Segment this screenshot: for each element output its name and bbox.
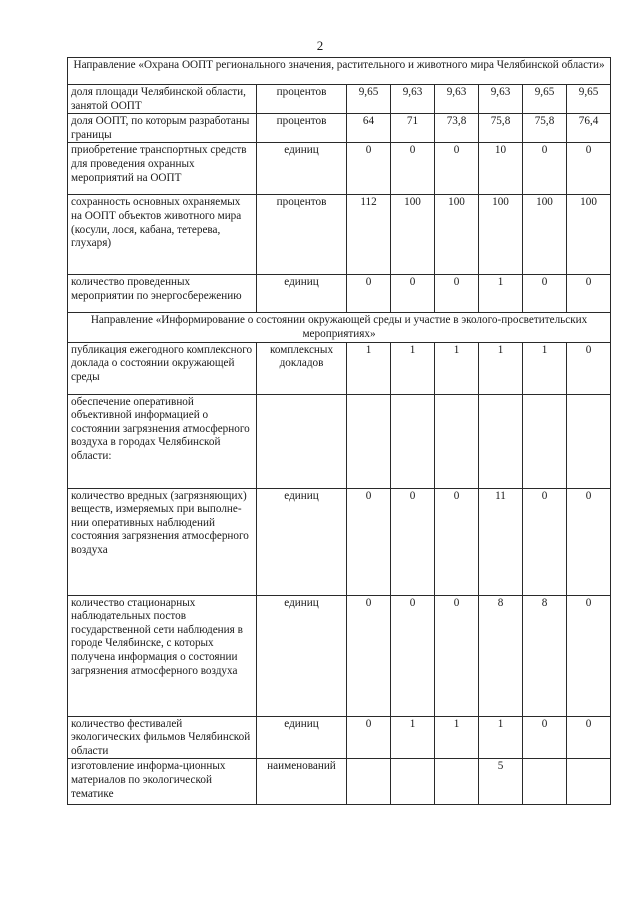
section-header-row — [68, 313, 611, 342]
indicator-value — [391, 759, 435, 805]
indicator-value: 100 — [391, 195, 435, 275]
indicator-value: 9,65 — [567, 85, 611, 114]
indicator-value: 11 — [479, 488, 523, 595]
indicator-value — [435, 759, 479, 805]
section-title: Направление «Информирование о состоянии окружающей среды и участие в эколого-просветительских мероприятиях» — [68, 313, 611, 342]
indicator-value — [347, 394, 391, 488]
indicator-value: 0 — [523, 143, 567, 195]
table-row — [68, 85, 611, 114]
indicator-value: 0 — [435, 143, 479, 195]
table-row — [68, 195, 611, 275]
indicator-value: 0 — [391, 143, 435, 195]
indicator-value: 1 — [347, 342, 391, 394]
section-header-row — [68, 58, 611, 85]
page-number: 2 — [316, 38, 324, 53]
indicator-value: 1 — [391, 342, 435, 394]
indicator-value: 0 — [391, 275, 435, 313]
indicator-unit: единиц — [257, 716, 347, 759]
indicator-value: 0 — [523, 275, 567, 313]
indicator-value: 0 — [391, 595, 435, 716]
indicator-value: 0 — [347, 275, 391, 313]
indicator-unit: единиц — [257, 143, 347, 195]
indicator-value: 0 — [435, 275, 479, 313]
indicator-value: 112 — [347, 195, 391, 275]
indicator-name: изготовление информа-ционных материалов по экологической тематике — [68, 759, 257, 805]
indicator-value: 100 — [479, 195, 523, 275]
indicator-value: 0 — [347, 488, 391, 595]
indicator-value: 0 — [567, 716, 611, 759]
indicator-value: 0 — [435, 595, 479, 716]
table-body — [68, 58, 611, 805]
section-title: Направление «Охрана ООПТ регионального значения, растительного и животного мира Челябинской области» — [68, 58, 611, 85]
table-row — [68, 716, 611, 759]
indicator-value: 0 — [523, 488, 567, 595]
indicator-value — [567, 759, 611, 805]
indicator-value — [479, 394, 523, 488]
indicator-unit: наименований — [257, 759, 347, 805]
indicator-value: 9,63 — [435, 85, 479, 114]
indicator-name: количество вредных (загрязняющих) веществ, измеряемых при выполне-нии оперативных наблюдений состояния загрязнения атмосферного воздуха — [68, 488, 257, 595]
indicators-table — [67, 57, 611, 805]
indicator-unit: процентов — [257, 114, 347, 143]
indicator-unit: единиц — [257, 488, 347, 595]
table-row — [68, 143, 611, 195]
indicator-value: 100 — [567, 195, 611, 275]
indicator-name: количество фестивалей экологических фильмов Челябинской области — [68, 716, 257, 759]
indicator-value: 8 — [479, 595, 523, 716]
indicator-value: 1 — [479, 342, 523, 394]
indicator-value — [391, 394, 435, 488]
indicator-value: 76,4 — [567, 114, 611, 143]
table-row — [68, 275, 611, 313]
indicator-name: сохранность основных охраняемых на ООПТ объектов животного мира (косули, лося, кабана, тетерева, глухаря) — [68, 195, 257, 275]
indicator-value: 100 — [435, 195, 479, 275]
indicator-value — [347, 759, 391, 805]
table-row — [68, 394, 611, 488]
indicator-unit: процентов — [257, 195, 347, 275]
indicator-value: 0 — [347, 716, 391, 759]
indicator-value — [567, 394, 611, 488]
indicator-name: публикация ежегодного комплексного доклада о состоянии окружающей среды — [68, 342, 257, 394]
table-row — [68, 759, 611, 805]
indicator-value: 10 — [479, 143, 523, 195]
indicator-value: 0 — [567, 143, 611, 195]
indicator-name: обеспечение оперативной объективной информацией о состоянии загрязнения атмосферного воздуха в городах Челябинской области: — [68, 394, 257, 488]
indicator-value: 75,8 — [479, 114, 523, 143]
table-row — [68, 595, 611, 716]
table-row — [68, 114, 611, 143]
indicator-value: 0 — [435, 488, 479, 595]
indicator-value: 0 — [567, 595, 611, 716]
indicator-name: доля площади Челябинской области, занятой ООПТ — [68, 85, 257, 114]
indicator-value: 71 — [391, 114, 435, 143]
indicator-value: 0 — [567, 342, 611, 394]
indicator-value: 1 — [479, 275, 523, 313]
indicator-value: 9,63 — [391, 85, 435, 114]
indicator-value: 1 — [435, 716, 479, 759]
indicator-value: 8 — [523, 595, 567, 716]
indicator-value: 0 — [567, 488, 611, 595]
indicator-value: 0 — [391, 488, 435, 595]
indicator-value: 0 — [347, 143, 391, 195]
indicator-value: 5 — [479, 759, 523, 805]
indicator-value — [435, 394, 479, 488]
indicator-value: 9,65 — [523, 85, 567, 114]
indicator-value: 75,8 — [523, 114, 567, 143]
indicator-value: 1 — [523, 342, 567, 394]
indicator-value: 1 — [479, 716, 523, 759]
table-row — [68, 488, 611, 595]
indicator-value: 9,65 — [347, 85, 391, 114]
indicator-name: доля ООПТ, по которым разработаны границы — [68, 114, 257, 143]
indicator-value: 0 — [567, 275, 611, 313]
table-row — [68, 342, 611, 394]
indicator-value — [523, 759, 567, 805]
indicator-value: 1 — [391, 716, 435, 759]
indicator-unit — [257, 394, 347, 488]
indicator-value: 9,63 — [479, 85, 523, 114]
indicator-value: 73,8 — [435, 114, 479, 143]
indicator-value: 0 — [523, 716, 567, 759]
indicator-value: 1 — [435, 342, 479, 394]
indicator-unit: единиц — [257, 595, 347, 716]
indicator-value — [523, 394, 567, 488]
indicator-name: количество проведенных мероприятии по энергосбережению — [68, 275, 257, 313]
indicator-unit: единиц — [257, 275, 347, 313]
indicator-unit: комплексных докладов — [257, 342, 347, 394]
indicator-value: 100 — [523, 195, 567, 275]
indicator-value: 64 — [347, 114, 391, 143]
indicator-name: количество стационарных наблюдательных постов государственной сети наблюдения в городе Челябинске, с которых получена информация о состоянии загрязнения атмосферного воздуха — [68, 595, 257, 716]
indicator-value: 0 — [347, 595, 391, 716]
indicator-name: приобретение транспортных средств для проведения охранных мероприятий на ООПТ — [68, 143, 257, 195]
indicator-unit: процентов — [257, 85, 347, 114]
